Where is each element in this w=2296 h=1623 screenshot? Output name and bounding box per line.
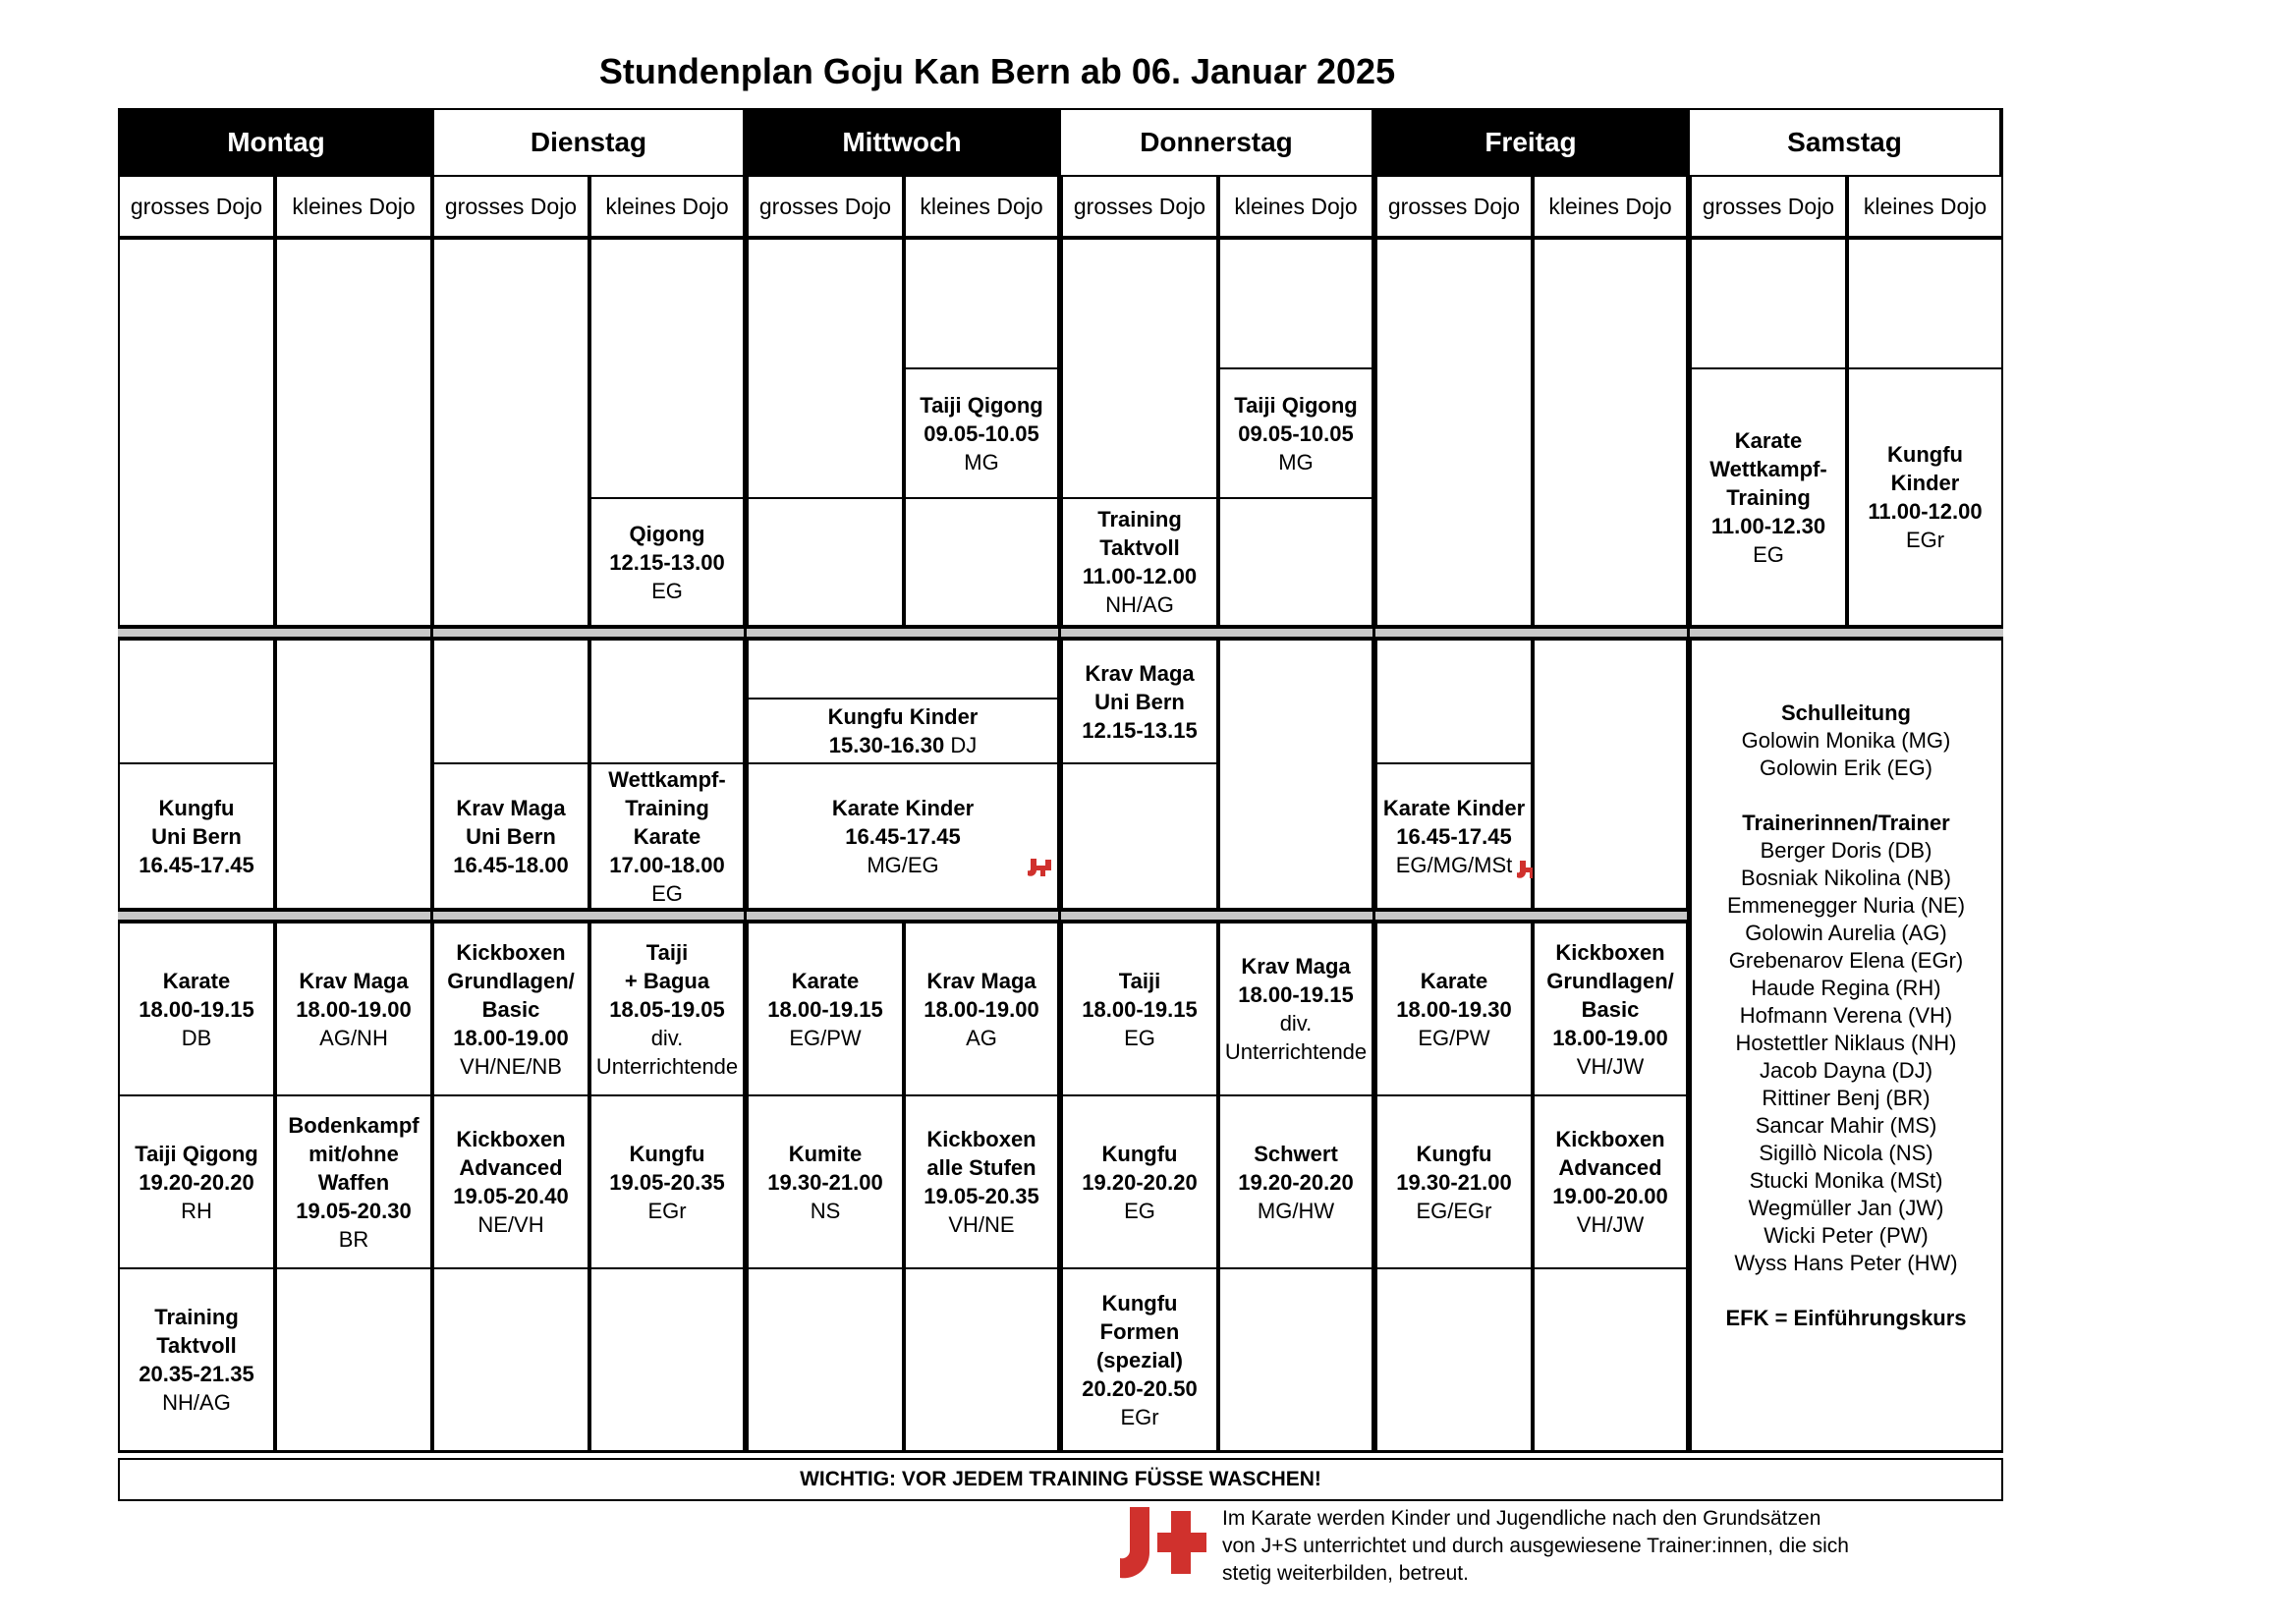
day-header-montag: Montag xyxy=(120,110,432,175)
class-time: 19.05-20.35 xyxy=(924,1184,1039,1208)
empty-slot xyxy=(1218,639,1373,910)
trainer-name: Sigillò Nicola (NS) xyxy=(1759,1141,1933,1165)
class-time: 18.00-19.15 xyxy=(1238,982,1354,1007)
day-header-mittwoch: Mittwoch xyxy=(745,110,1059,175)
empty-slot xyxy=(1061,238,1218,499)
trainer-name: Wegmüller Jan (JW) xyxy=(1748,1196,1944,1220)
class-title: Karate xyxy=(1420,968,1488,993)
class-title: Kungfu Kinder xyxy=(1887,442,1963,495)
room-header: kleines Dojo xyxy=(589,175,745,238)
class-slot-donnerstag-kungfu-formen xyxy=(1061,1267,1218,1452)
class-trainer: MG xyxy=(1278,449,1314,475)
class-slot-dienstag-kungfu xyxy=(589,1094,745,1269)
class-slot-dienstag-wettkampf-karate xyxy=(589,762,745,910)
day-header-freitag: Freitag xyxy=(1373,110,1688,175)
class-trainer: NS xyxy=(810,1198,841,1223)
class-time: 18.00-19.00 xyxy=(453,1025,569,1050)
trainer-name: Jacob Dayna (DJ) xyxy=(1759,1058,1933,1083)
class-trainer: EGr xyxy=(647,1198,687,1223)
empty-slot xyxy=(1533,1267,1688,1452)
class-slot-mittwoch-kumite xyxy=(747,1094,904,1269)
class-slot-dienstag-krav-maga-uni-bern xyxy=(432,762,589,910)
class-title: Training Taktvoll xyxy=(154,1305,239,1358)
class-title: Kickboxen alle Stufen xyxy=(926,1127,1036,1180)
class-trainer: EG xyxy=(651,880,683,906)
empty-slot xyxy=(432,1267,589,1452)
class-time: 09.05-10.05 xyxy=(1238,420,1354,446)
trainer-name: Golowin Aurelia (AG) xyxy=(1745,921,1947,945)
class-trainer: BR xyxy=(338,1226,369,1252)
empty-slot xyxy=(589,238,745,499)
class-slot-mittwoch-karate-kinder xyxy=(747,762,1059,910)
class-time: 19.00-20.00 xyxy=(1552,1184,1668,1208)
class-trainer: RH xyxy=(181,1198,212,1223)
leitung-heading: Schulleitung xyxy=(1781,700,1911,725)
class-slot-freitag-karate xyxy=(1375,922,1533,1096)
empty-slot xyxy=(432,639,589,764)
class-title: Taiji xyxy=(1118,968,1161,993)
class-trainer: div. Unterrichtende xyxy=(595,1025,739,1079)
class-slot-montag-training-taktvoll xyxy=(118,1267,275,1452)
class-trainer: VH/JW xyxy=(1576,1212,1645,1237)
empty-slot xyxy=(432,238,589,627)
trainer-name: Grebenarov Elena (EGr) xyxy=(1728,948,1964,973)
room-header: grosses Dojo xyxy=(118,175,275,238)
class-time: 15.30-16.30 xyxy=(828,733,945,757)
class-slot-mittwoch-krav-maga xyxy=(904,922,1059,1096)
class-slot-mittwoch-karate xyxy=(747,922,904,1096)
class-time: 17.00-18.00 xyxy=(609,852,725,877)
empty-slot xyxy=(589,639,745,764)
class-slot-donnerstag-schwert xyxy=(1218,1094,1373,1269)
day-divider xyxy=(744,175,747,1452)
class-title: Wettkampf- Training Karate xyxy=(608,766,726,849)
class-slot-dienstag-taiji-bagua xyxy=(589,922,745,1096)
class-slot-donnerstag-krav-maga xyxy=(1218,922,1373,1096)
class-trainer: EG/PW xyxy=(1418,1025,1490,1050)
class-trainer: AG/NH xyxy=(319,1025,388,1050)
class-trainer: EG xyxy=(1124,1025,1155,1050)
class-slot-samstag-kungfu-kinder xyxy=(1847,367,2003,627)
class-time: 12.15-13.00 xyxy=(609,549,725,575)
class-title: Taiji + Bagua xyxy=(624,939,710,993)
separator-band xyxy=(118,910,1688,922)
room-header: grosses Dojo xyxy=(432,175,589,238)
class-trainer: div. Unterrichtende xyxy=(1224,1011,1368,1064)
class-time: 20.35-21.35 xyxy=(139,1362,254,1386)
room-header: kleines Dojo xyxy=(904,175,1059,238)
class-trainer: VH/NE/NB xyxy=(460,1053,562,1079)
class-trainer: VH/NE xyxy=(948,1212,1015,1237)
class-slot-montag-karate xyxy=(118,922,275,1096)
trainer-heading: Trainerinnen/Trainer xyxy=(1742,811,1950,835)
class-time: 11.00-12.00 xyxy=(1868,499,1983,524)
room-header: kleines Dojo xyxy=(1533,175,1688,238)
page-title: Stundenplan Goju Kan Bern ab 06. Januar 2025 xyxy=(598,51,1396,91)
trainer-name: Berger Doris (DB) xyxy=(1760,838,1932,863)
class-title: Krav Maga Uni Bern xyxy=(456,795,566,849)
class-time: 16.45-17.45 xyxy=(1396,823,1512,849)
footer-note: Im Karate werden Kinder und Jugendliche nach den Grundsätzen von J+S unterrichtet und durch ausgewiesene Trainer:innen, die sich stetig weiterbilden, betreut. xyxy=(1222,1507,1849,1585)
class-title: Taiji Qigong xyxy=(135,1141,258,1166)
class-title: Kungfu xyxy=(629,1141,705,1166)
room-header: grosses Dojo xyxy=(1690,175,1847,238)
class-time: 16.45-18.00 xyxy=(453,852,569,877)
class-title: Kungfu Kinder xyxy=(827,704,979,729)
class-slot-dienstag-kickboxen-advanced xyxy=(432,1094,589,1269)
class-title: Training Taktvoll xyxy=(1097,507,1182,560)
trainer-name: Wyss Hans Peter (HW) xyxy=(1734,1251,1958,1275)
class-time: 18.00-19.15 xyxy=(1082,996,1198,1022)
class-trainer: DB xyxy=(181,1025,212,1050)
class-time: 09.05-10.05 xyxy=(924,420,1039,446)
class-trainer: EGr xyxy=(1905,528,1945,552)
room-header: grosses Dojo xyxy=(747,175,904,238)
class-slot-mittwoch-taiji-qigong xyxy=(904,367,1059,499)
class-title: Kungfu Formen (spezial) xyxy=(1095,1290,1184,1372)
class-title: Schwert xyxy=(1254,1141,1338,1166)
trainer-name: Haude Regina (RH) xyxy=(1751,976,1941,1000)
empty-slot xyxy=(904,238,1059,369)
class-time: 18.00-19.15 xyxy=(767,996,883,1022)
empty-slot xyxy=(1375,1267,1533,1452)
room-header: grosses Dojo xyxy=(1375,175,1533,238)
class-title: Kungfu Uni Bern xyxy=(151,795,242,849)
class-slot-dienstag-kickboxen xyxy=(432,922,589,1096)
empty-slot xyxy=(118,238,275,627)
empty-slot xyxy=(1533,238,1688,627)
class-slot-freitag-kungfu xyxy=(1375,1094,1533,1269)
class-trainer: MG xyxy=(964,449,999,475)
class-slot-mittwoch-kickboxen-alle xyxy=(904,1094,1059,1269)
day-divider xyxy=(1687,175,1690,1452)
day-divider xyxy=(1058,175,1061,1452)
empty-slot xyxy=(1533,639,1688,910)
class-slot-donnerstag-taiji xyxy=(1061,922,1218,1096)
class-time: 20.20-20.50 xyxy=(1082,1375,1198,1401)
class-time: 19.30-21.00 xyxy=(767,1169,883,1195)
trainer-name: Emmenegger Nuria (NE) xyxy=(1726,893,1966,918)
trainer-name: Rittiner Benj (BR) xyxy=(1762,1086,1931,1110)
class-slot-freitag-kickboxen xyxy=(1533,922,1688,1096)
class-time: 19.30-21.00 xyxy=(1396,1169,1512,1195)
empty-slot xyxy=(1218,497,1373,627)
day-divider xyxy=(430,175,433,1452)
empty-slot xyxy=(747,1267,904,1452)
class-title: Kickboxen Grundlagen/ Basic xyxy=(447,939,575,1022)
empty-slot xyxy=(275,238,432,627)
class-title: Karate Kinder xyxy=(1382,795,1526,820)
class-time: 19.05-20.40 xyxy=(453,1184,569,1208)
empty-slot xyxy=(118,639,275,764)
trainer-name: Stucki Monika (MSt) xyxy=(1749,1168,1943,1193)
class-trainer: EG xyxy=(1124,1198,1155,1223)
class-trainer: NH/AG xyxy=(1105,592,1174,617)
notice-banner: WICHTIG: VOR JEDEM TRAINING FÜSSE WASCHEN! xyxy=(118,1458,2003,1501)
room-header: kleines Dojo xyxy=(1218,175,1373,238)
class-title: Kungfu xyxy=(1416,1141,1492,1166)
class-title: Krav Maga xyxy=(1241,954,1351,979)
empty-slot xyxy=(275,639,432,910)
class-slot-montag-taiji-qigong xyxy=(118,1094,275,1269)
class-trainer: EG xyxy=(651,578,683,603)
class-title: Karate xyxy=(791,968,860,993)
class-slot-montag-krav-maga xyxy=(275,922,432,1096)
class-trainer: NE/VH xyxy=(477,1212,544,1237)
class-slot-donnerstag-training-taktvoll xyxy=(1061,497,1218,627)
empty-slot xyxy=(904,1267,1059,1452)
class-trainer: MG/EG xyxy=(867,852,939,877)
trainer-name: Bosniak Nikolina (NB) xyxy=(1741,866,1951,890)
empty-slot xyxy=(1847,238,2003,369)
class-time: 18.05-19.05 xyxy=(609,996,725,1022)
class-slot-montag-kungfu-uni-bern xyxy=(118,762,275,910)
class-trainer: EG/EGr xyxy=(1416,1198,1492,1223)
class-trainer: NH/AG xyxy=(162,1390,231,1415)
class-trainer: DJ xyxy=(950,733,978,757)
class-title: Karate xyxy=(162,968,231,993)
class-trainer: AG xyxy=(966,1025,997,1050)
class-title: Kumite xyxy=(788,1141,863,1166)
class-slot-freitag-karate-kinder xyxy=(1375,762,1533,910)
empty-slot xyxy=(275,1267,432,1452)
class-time: 18.00-19.15 xyxy=(139,996,254,1022)
class-title: Krav Maga xyxy=(926,968,1036,993)
empty-slot xyxy=(1375,238,1533,627)
leitung-name: Golowin Monika (MG) xyxy=(1741,728,1951,753)
day-header-dienstag: Dienstag xyxy=(432,110,745,175)
room-header: grosses Dojo xyxy=(1061,175,1218,238)
js-logo-large-icon xyxy=(1116,1503,1210,1590)
class-time: 16.45-17.45 xyxy=(845,823,961,849)
class-slot-dienstag-qigong xyxy=(589,497,745,627)
empty-slot xyxy=(1218,1267,1373,1452)
class-slot-freitag-kickboxen-advanced xyxy=(1533,1094,1688,1269)
trainer-name: Wicki Peter (PW) xyxy=(1764,1223,1929,1248)
class-title: Kickboxen Advanced xyxy=(456,1127,566,1180)
class-title: Kickboxen Advanced xyxy=(1555,1127,1665,1180)
empty-slot xyxy=(1061,762,1218,910)
class-time: 18.00-19.30 xyxy=(1396,996,1512,1022)
js-logo-icon xyxy=(1026,857,1053,884)
class-slot-donnerstag-taiji-qigong xyxy=(1218,367,1373,499)
empty-slot xyxy=(747,639,1059,700)
class-time: 19.20-20.20 xyxy=(139,1169,254,1195)
empty-slot xyxy=(1218,238,1373,369)
trainer-name: Hostettler Niklaus (NH) xyxy=(1735,1031,1957,1055)
class-slot-mittwoch-kungfu-kinder xyxy=(747,698,1059,764)
class-title: Kickboxen Grundlagen/ Basic xyxy=(1546,939,1674,1022)
class-time: 18.00-19.00 xyxy=(296,996,412,1022)
class-time: 11.00-12.00 xyxy=(1082,564,1198,588)
leitung-name: Golowin Erik (EG) xyxy=(1759,756,1933,780)
empty-slot xyxy=(904,497,1059,627)
info-panel xyxy=(1692,639,2000,1450)
class-time: 11.00-12.30 xyxy=(1710,513,1826,538)
class-time: 12.15-13.15 xyxy=(1082,717,1198,743)
class-trainer: EG xyxy=(1753,541,1784,567)
day-divider xyxy=(1372,175,1375,1452)
room-header: kleines Dojo xyxy=(275,175,432,238)
class-title: Qigong xyxy=(629,521,705,546)
class-title: Karate Wettkampf- Training xyxy=(1709,427,1827,510)
class-title: Taiji Qigong xyxy=(920,392,1043,418)
class-slot-samstag-karate-wettkampf xyxy=(1690,367,1847,627)
empty-slot xyxy=(589,1267,745,1452)
class-time: 16.45-17.45 xyxy=(139,852,254,877)
empty-slot xyxy=(1690,238,1847,369)
class-trainer: EG/MG/MSt xyxy=(1395,852,1513,877)
efk-note: EFK = Einführungskurs xyxy=(1725,1306,1967,1330)
class-slot-donnerstag-krav-maga-uni-bern xyxy=(1061,639,1218,764)
trainer-name: Sancar Mahir (MS) xyxy=(1755,1113,1937,1138)
class-trainer: MG/HW xyxy=(1257,1198,1335,1223)
class-time: 19.05-20.35 xyxy=(609,1169,725,1195)
class-time: 18.00-19.00 xyxy=(924,996,1039,1022)
class-time: 19.20-20.20 xyxy=(1082,1169,1198,1195)
empty-slot xyxy=(747,497,904,627)
day-header-samstag: Samstag xyxy=(1688,110,2001,175)
class-time: 19.05-20.30 xyxy=(296,1198,412,1223)
class-time: 18.00-19.00 xyxy=(1552,1025,1668,1050)
class-title: Taiji Qigong xyxy=(1234,392,1358,418)
class-title: Krav Maga xyxy=(299,968,409,993)
class-title: Krav Maga Uni Bern xyxy=(1085,660,1195,714)
room-header: kleines Dojo xyxy=(1847,175,2003,238)
class-trainer: VH/JW xyxy=(1576,1053,1645,1079)
trainer-name: Hofmann Verena (VH) xyxy=(1739,1003,1953,1028)
class-title: Bodenkampf mit/ohne Waffen xyxy=(288,1112,420,1195)
class-title: Karate Kinder xyxy=(831,795,975,820)
day-header-donnerstag: Donnerstag xyxy=(1059,110,1373,175)
class-slot-donnerstag-kungfu xyxy=(1061,1094,1218,1269)
class-time: 19.20-20.20 xyxy=(1238,1169,1354,1195)
empty-slot xyxy=(747,238,904,499)
class-slot-montag-bodenkampf xyxy=(275,1094,432,1269)
class-trainer: EGr xyxy=(1120,1404,1159,1429)
empty-slot xyxy=(1375,639,1533,764)
class-trainer: EG/PW xyxy=(789,1025,862,1050)
class-title: Kungfu xyxy=(1101,1141,1178,1166)
